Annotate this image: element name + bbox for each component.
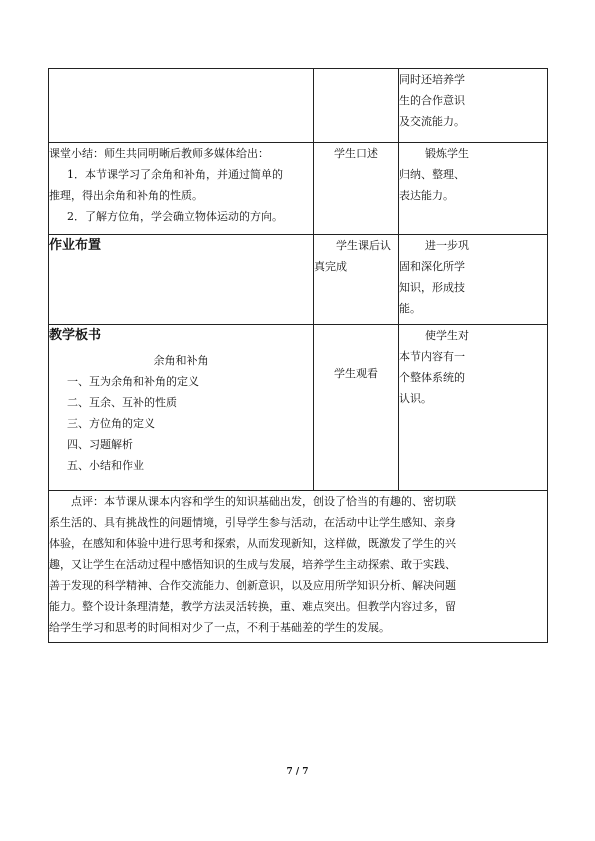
board-item: 三、方位角的定义 — [67, 417, 155, 430]
intent-line: 及交流能力。 — [399, 115, 465, 128]
summary-cell — [49, 143, 314, 235]
table-row — [49, 235, 548, 325]
student-activity-text: 学生口述 — [334, 147, 378, 160]
student-activity-cell — [314, 325, 399, 491]
intent-line: 能。 — [399, 302, 421, 315]
homework-cell — [49, 235, 314, 325]
summary-item-1: 1．本节课学习了余角和补角，并通过简单的 — [67, 168, 283, 181]
commentary-cell — [49, 491, 548, 643]
intent-line: 固和深化所学 — [399, 260, 465, 273]
commentary-line: 点评：本节课从课本内容和学生的知识基础出发，创设了恰当的有趣的、密切联 — [71, 495, 456, 508]
intent-cell — [399, 325, 548, 491]
intent-line: 个整体系统的 — [399, 371, 465, 384]
intent-line: 知识，形成技 — [399, 281, 465, 294]
commentary-line: 善于发现的科学精神、合作交流能力、创新意识，以及应用所学知识分析、解决问题 — [49, 579, 456, 592]
student-activity-cell — [314, 235, 399, 325]
commentary-line: 给学生学习和思考的时间相对少了一点，不利于基础差的学生的发展。 — [49, 621, 390, 634]
intent-line: 归纳、整理、 — [399, 168, 465, 181]
summary-item-2: 2．了解方位角，学会确立物体运动的方向。 — [67, 210, 283, 223]
commentary-line: 体验，在感知和体验中进行思考和探索，从而发现新知，这样做，既激发了学生的兴 — [49, 537, 456, 550]
intent-line: 表达能力。 — [399, 189, 454, 202]
commentary-line: 系生活的、具有挑战性的问题情境，引导学生参与活动，在活动中让学生感知、亲身 — [49, 516, 456, 529]
summary-item-1-cont: 推理，得出余角和补角的性质。 — [49, 189, 203, 202]
summary-lead: 课堂小结：师生共同明晰后教师多媒体给出： — [49, 147, 269, 160]
section-heading: 作业布置 — [49, 238, 102, 253]
board-item: 四、习题解析 — [67, 438, 133, 451]
commentary-line: 趣，又让学生在活动过程中感悟知识的生成与发展，培养学生主动探索、敢于实践、 — [49, 558, 456, 571]
commentary-line: 能力。整个设计条理清楚，教学方法灵活转换，重、难点突出。但教学内容过多，留 — [49, 600, 456, 613]
student-activity-line: 真完成 — [314, 260, 347, 273]
section-heading: 教学板书 — [49, 328, 102, 343]
page-number: 7 / 7 — [286, 767, 309, 777]
board-item: 二、互余、互补的性质 — [67, 396, 177, 409]
intent-cell — [399, 69, 548, 143]
student-activity-cell — [314, 69, 399, 143]
intent-line: 进一步巩 — [425, 239, 469, 252]
intent-line: 本节内容有一 — [399, 350, 465, 363]
student-activity-line: 学生课后认 — [336, 239, 391, 252]
student-activity-text: 学生观看 — [334, 367, 378, 380]
intent-line: 生的合作意识 — [399, 94, 465, 107]
intent-cell — [399, 143, 548, 235]
table-row — [49, 69, 548, 143]
table-row — [49, 143, 548, 235]
board-item: 一、互为余角和补角的定义 — [67, 375, 199, 388]
intent-line: 使学生对 — [425, 329, 469, 342]
blackboard-cell — [49, 325, 314, 491]
table-row — [49, 491, 548, 643]
student-activity-cell — [314, 143, 399, 235]
intent-line: 锻炼学生 — [425, 147, 469, 160]
board-title: 余角和补角 — [153, 354, 209, 367]
table-row — [49, 325, 548, 491]
activity-cell — [49, 69, 314, 143]
lesson-plan-table — [48, 68, 548, 643]
board-item: 五、小结和作业 — [67, 459, 144, 472]
intent-cell — [399, 235, 548, 325]
intent-line: 同时还培养学 — [399, 73, 465, 86]
intent-line: 认识。 — [399, 392, 432, 405]
